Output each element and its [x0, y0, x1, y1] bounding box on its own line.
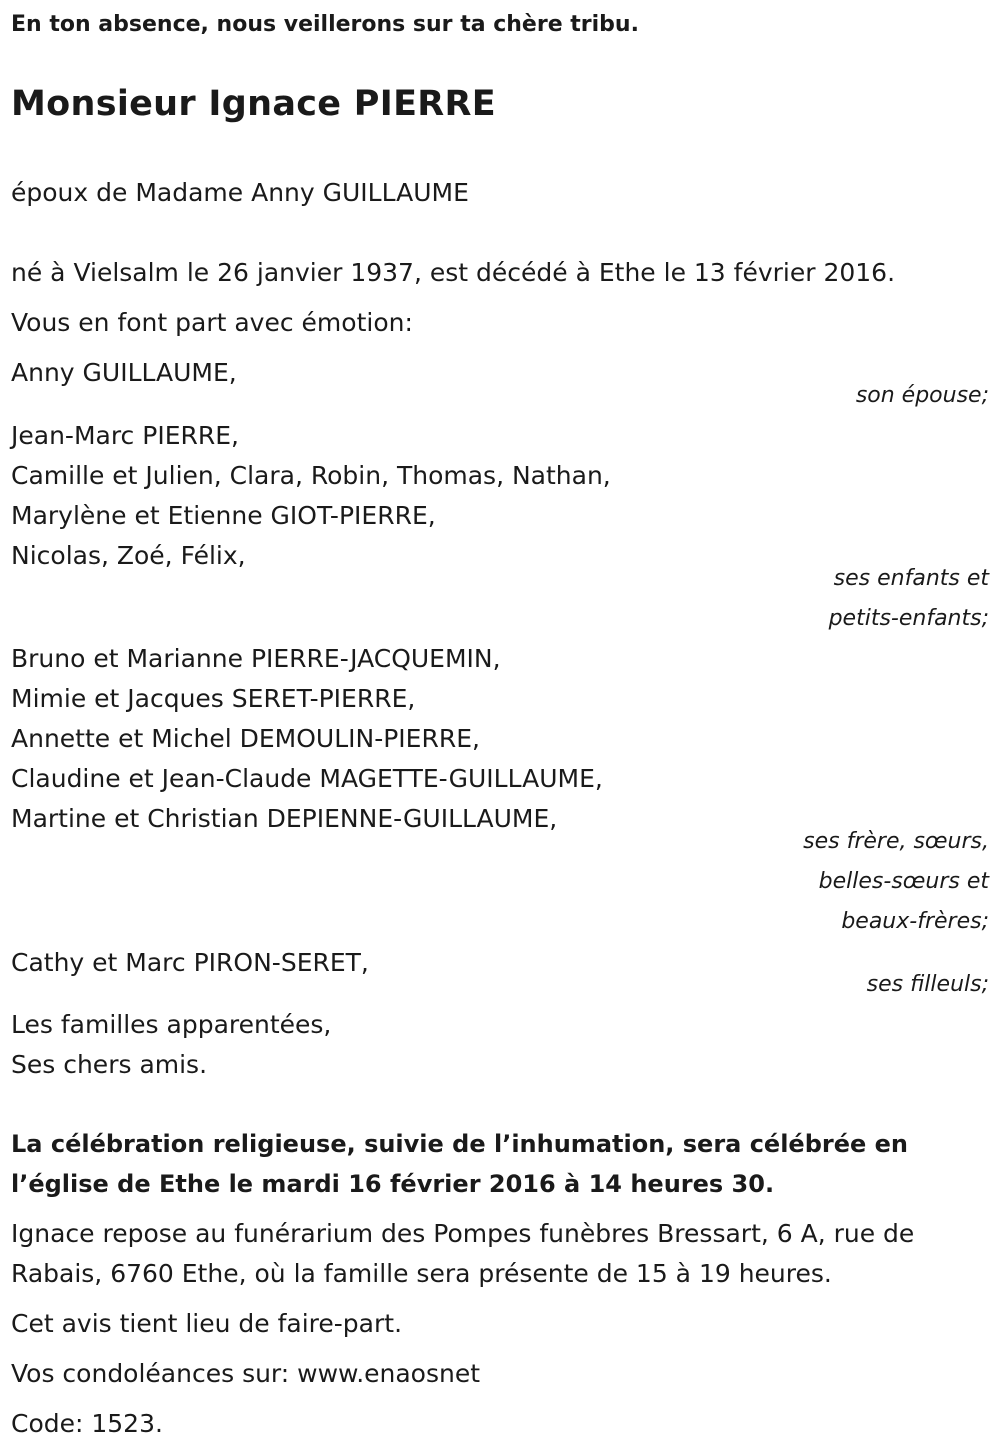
family-name-line: Jean-Marc PIERRE,	[11, 421, 239, 450]
family-role: ses enfants et	[833, 566, 989, 591]
birth-death-line: né à Vielsalm le 26 janvier 1937, est décédé à Ethe le 13 février 2016.	[11, 258, 896, 287]
family-name-line: Annette et Michel DEMOULIN-PIERRE,	[11, 724, 480, 753]
funeral-home-line: Rabais, 6760 Ethe, où la famille sera présente de 15 à 19 heures.	[11, 1259, 832, 1288]
notice-line: Cet avis tient lieu de faire-part.	[11, 1309, 403, 1338]
condolences-line: Vos condoléances sur: www.enaosnet	[11, 1359, 481, 1388]
family-name-line: Martine et Christian DEPIENNE-GUILLAUME,	[11, 804, 558, 833]
intro-line: Vous en font part avec émotion:	[11, 308, 413, 337]
family-role: son épouse;	[855, 383, 989, 408]
family-name-line: Ses chers amis.	[11, 1050, 208, 1079]
family-role: petits-enfants;	[828, 606, 989, 631]
family-name-line: Mimie et Jacques SERET-PIERRE,	[11, 684, 416, 713]
ceremony-line: La célébration religieuse, suivie de l’inhumation, sera célébrée en	[11, 1130, 908, 1158]
code-line: Code: 1523.	[11, 1409, 163, 1438]
ceremony-line: l’église de Ethe le mardi 16 février 2016 à 14 heures 30.	[11, 1170, 775, 1198]
spouse-line: époux de Madame Anny GUILLAUME	[11, 178, 469, 207]
family-name-line: Anny GUILLAUME,	[11, 358, 237, 387]
family-name-line: Nicolas, Zoé, Félix,	[11, 541, 246, 570]
family-name-line: Claudine et Jean-Claude MAGETTE-GUILLAUME,	[11, 764, 603, 793]
motto: En ton absence, nous veillerons sur ta chère tribu.	[11, 12, 639, 37]
family-name-line: Camille et Julien, Clara, Robin, Thomas, Nathan,	[11, 461, 611, 490]
funeral-home-line: Ignace repose au funérarium des Pompes funèbres Bressart, 6 A, rue de	[11, 1219, 915, 1248]
family-name-line: Cathy et Marc PIRON-SERET,	[11, 948, 369, 977]
family-name-line: Bruno et Marianne PIERRE-JACQUEMIN,	[11, 644, 501, 673]
family-role: belles-sœurs et	[818, 869, 989, 894]
family-role: beaux-frères;	[841, 909, 989, 934]
deceased-name: Monsieur Ignace PIERRE	[11, 84, 496, 124]
family-role: ses filleuls;	[866, 972, 989, 997]
family-name-line: Les familles apparentées,	[11, 1010, 332, 1039]
family-role: ses frère, sœurs,	[803, 829, 989, 854]
family-name-line: Marylène et Etienne GIOT-PIERRE,	[11, 501, 436, 530]
